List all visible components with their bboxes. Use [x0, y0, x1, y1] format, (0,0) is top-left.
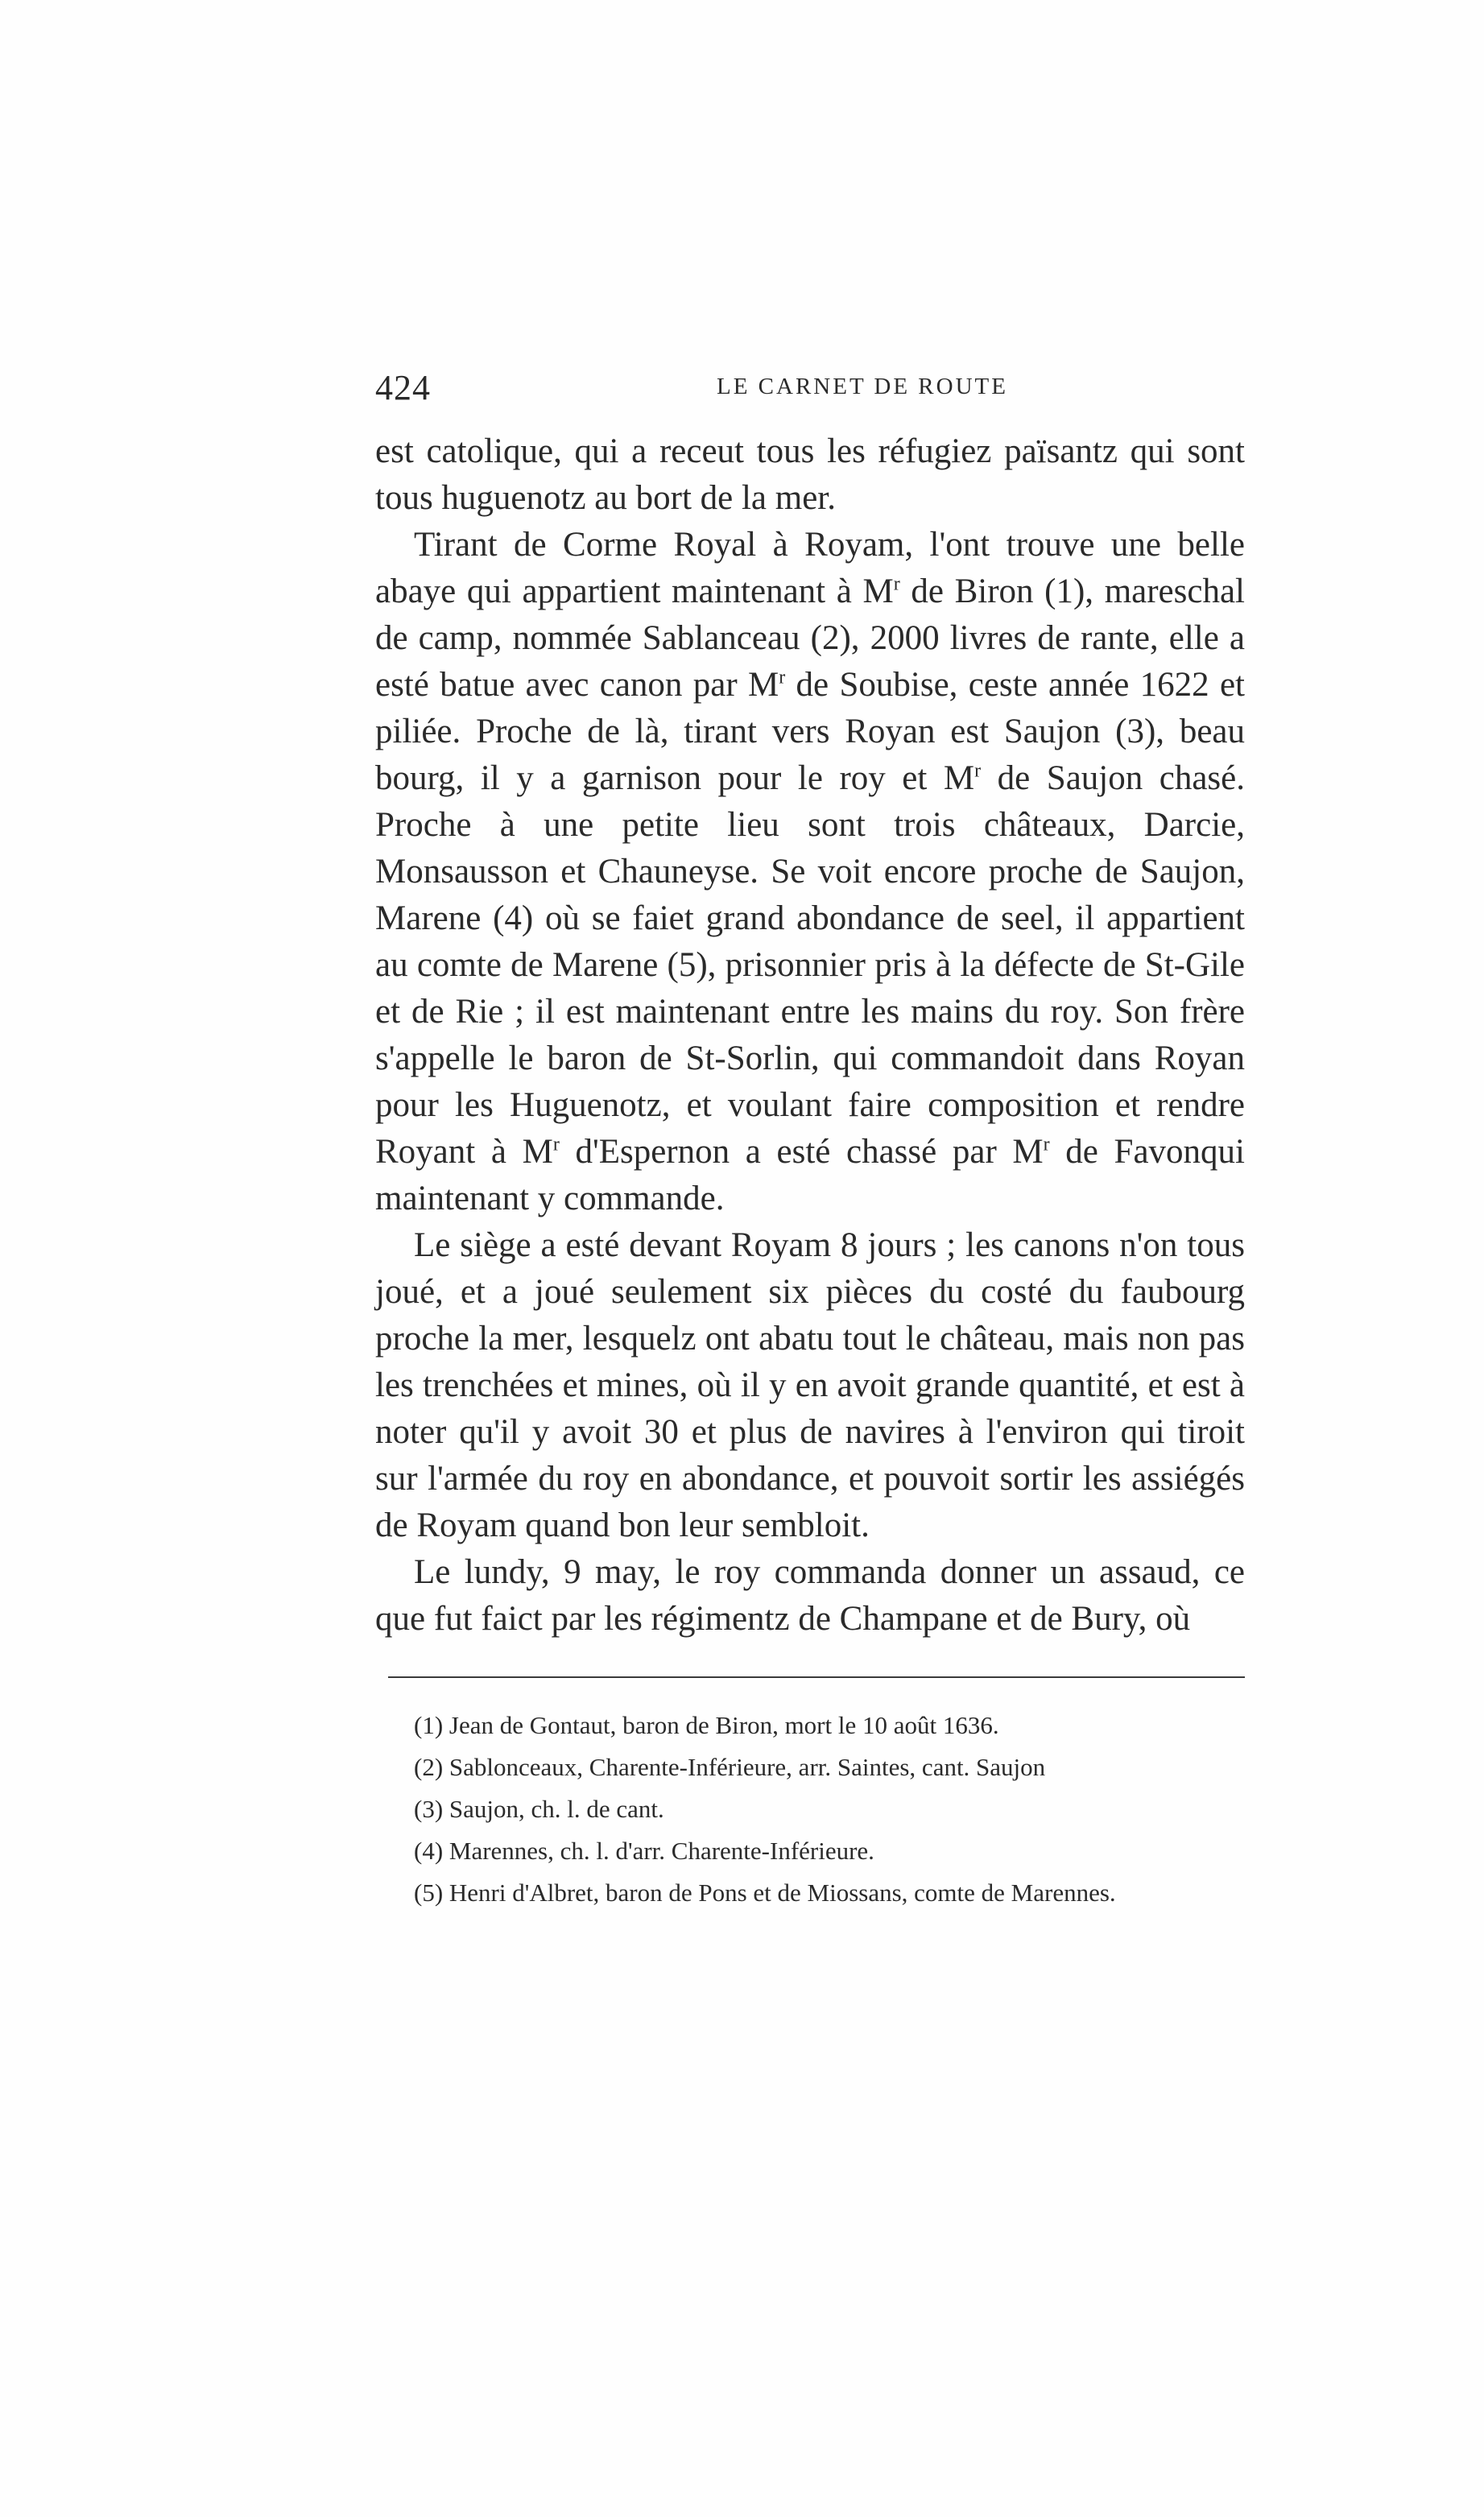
- paragraph-2-part-e: d'Espernon a esté chassé par M: [559, 1133, 1044, 1171]
- superscript-r: r: [779, 667, 786, 688]
- footnote-2: (2) Sablonceaux, Charente-Inférieure, arr. Saintes, cant. Saujon: [414, 1753, 1046, 1781]
- footnote-1: (1) Jean de Gontaut, baron de Biron, mort le 10 août 1636.: [414, 1711, 999, 1739]
- paragraph-2-part-f: de Favonqui maintenant y commande.: [375, 1133, 1245, 1217]
- page-number: 424: [375, 368, 431, 407]
- paragraph-2-part-b: de Biron (1), mareschal de camp, nommée Sablanceau (2), 2000 livres de rante, elle a esté batue avec canon par M: [375, 572, 1245, 704]
- footnote-rule: [388, 1676, 1245, 1678]
- superscript-r: r: [893, 573, 900, 595]
- paragraph-3: Le siège a esté devant Royam 8 jours ; les canons n'on tous joué, et a joué seulement six pièces du costé du faubourg proche la mer, lesquelz ont abatu tout le château, mais non pas les trenchées et mines, où il y en avoit grande quantité, et est à noter qu'il y avoit 30 et plus de navires à l'environ qui tiroit sur l'armée du roy en abondance, et pouvoit sortir les assiégés de Royam quand bon leur sembloit.: [375, 1226, 1245, 1544]
- body-text: [375, 428, 1245, 1643]
- paragraph-2-part-c: de Soubise, ceste année 1622 et piliée. Proche de là, tirant vers Royan est Saujon (3), beau bourg, il y a garnison pour le roy et M: [375, 666, 1245, 797]
- paragraph-2-part-d: de Saujon chasé. Proche à une petite lieu sont trois châteaux, Darcie, Monsausson et Chauneyse. Se voit encore proche de Saujon, Marene (4) où se faiet grand abondance de seel, il appartient au comte de Marene (5), prisonnier pris à la défecte de St-Gile et de Rie ; il est maintenant entre les mains du roy. Son frère s'appelle le baron de St-Sorlin, qui commandoit dans Royan pour les Huguenotz, et voulant faire composition et rendre Royant à M: [375, 759, 1246, 1171]
- paragraph-1: est catolique, qui a receut tous les réfugiez païsantz qui sont tous huguenotz au bort de la mer.: [375, 432, 1245, 517]
- running-head: [375, 367, 1245, 415]
- running-title: LE CARNET DE ROUTE: [717, 374, 1008, 399]
- footnote-4: (4) Marennes, ch. l. d'arr. Charente-Inférieure.: [414, 1837, 874, 1865]
- paragraph-2: [375, 522, 1245, 1222]
- footnote-3: (3) Saujon, ch. l. de cant.: [414, 1795, 664, 1823]
- superscript-r: r: [974, 760, 982, 782]
- superscript-r: r: [1043, 1134, 1050, 1155]
- footnotes: [388, 1705, 1245, 1914]
- paragraph-2-part-a: Tirant de Corme Royal à Royam, l'ont trouve une belle abaye qui appartient maintenant à M: [375, 526, 1245, 610]
- superscript-r: r: [552, 1134, 560, 1155]
- footnote-5: (5) Henri d'Albret, baron de Pons et de Miossans, comte de Marennes.: [414, 1878, 1116, 1907]
- paragraph-4: Le lundy, 9 may, le roy commanda donner un assaud, ce que fut faict par les régimentz de Champane et de Bury, où: [375, 1553, 1245, 1638]
